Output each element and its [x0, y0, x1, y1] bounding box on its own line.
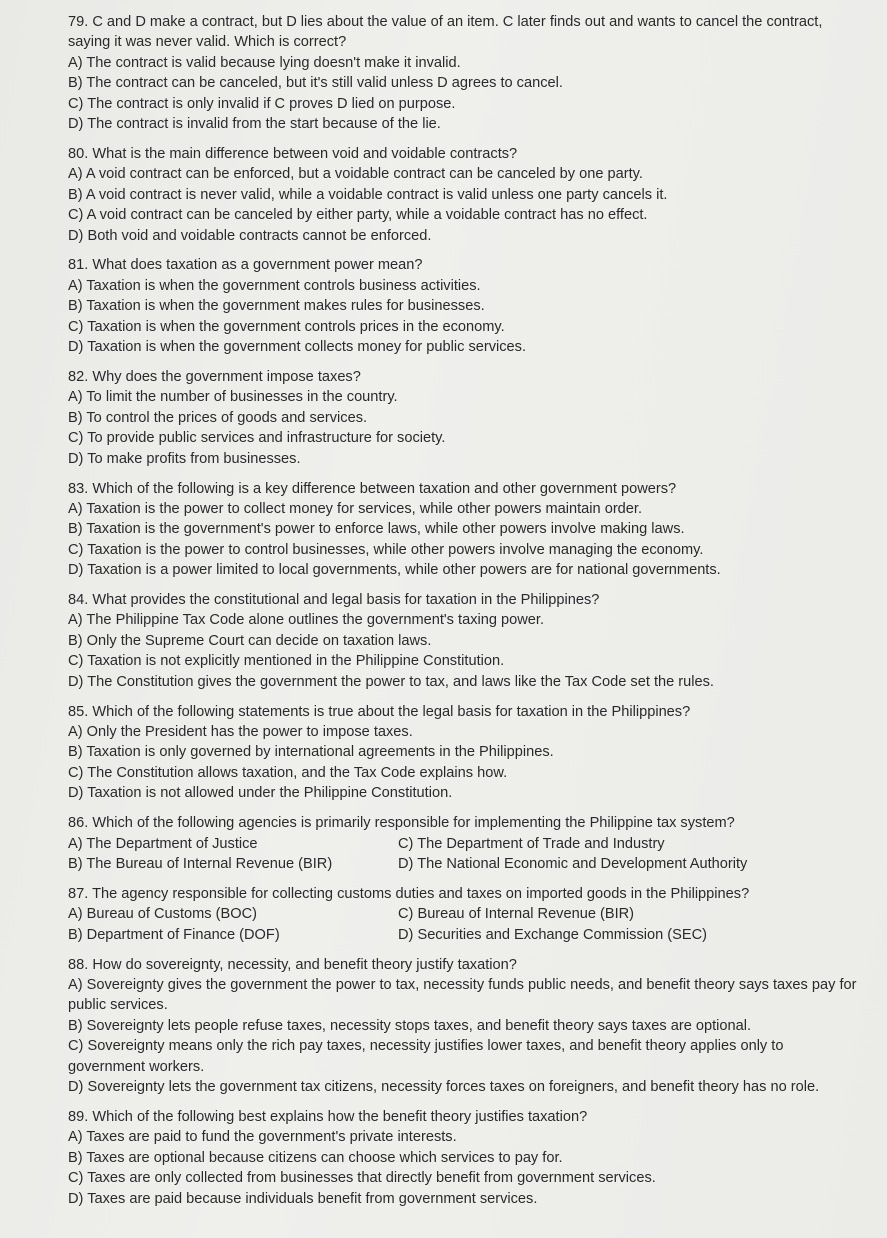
option-c: C) Taxes are only collected from businesses that directly benefit from government services. — [68, 1170, 656, 1187]
option-c: C) The Constitution allows taxation, and the Tax Code explains how. — [68, 764, 508, 781]
option-b: B) Taxation is only governed by international agreements in the Philippines. — [68, 744, 554, 761]
question-text: 79. C and D make a contract, but D lies about the value of an item. C later finds out and wants to cancel the contract, saying it was never valid. Which is correct? — [68, 14, 823, 51]
option-a: A) Only the President has the power to impose taxes. — [68, 724, 413, 740]
question-text: 88. How do sovereignty, necessity, and benefit theory justify taxation? — [68, 956, 517, 973]
option-c: C) Taxation is the power to control businesses, while other powers involve managing the economy. — [68, 541, 704, 558]
question-text: 87. The agency responsible for collecting customs duties and taxes on imported goods in the Philippines? — [68, 885, 750, 902]
option-a: A) To limit the number of businesses in the country. — [68, 389, 398, 406]
option-a: A) The Philippine Tax Code alone outlines the government's taxing power. — [68, 612, 545, 629]
option-b: B) A void contract is never valid, while a voidable contract is valid unless one party cancels it. — [68, 186, 668, 203]
question-text: 83. Which of the following is a key difference between taxation and other government powers? — [68, 480, 677, 497]
option-d: D) Securities and Exchange Commission (SEC) — [398, 926, 708, 943]
question-79 — [68, 12, 863, 134]
question-82 — [68, 367, 863, 469]
option-b: B) Taxation is when the government makes rules for businesses. — [68, 298, 485, 315]
option-a: A) Taxes are paid to fund the government's private interests. — [68, 1129, 457, 1146]
option-d: D) Taxation is not allowed under the Philippine Constitution. — [68, 785, 453, 802]
option-a: A) The Department of Justice — [68, 835, 258, 852]
option-d: D) The contract is invalid from the start because of the lie. — [68, 116, 441, 133]
option-d: D) Sovereignty lets the government tax citizens, necessity forces taxes on foreigners, and benefit theory has no role. — [68, 1079, 820, 1095]
question-text: 82. Why does the government impose taxes? — [68, 369, 361, 385]
question-87 — [68, 884, 863, 945]
question-80 — [68, 144, 863, 246]
option-a: A) A void contract can be enforced, but a voidable contract can be canceled by one party. — [68, 166, 643, 183]
option-c: C) Sovereignty means only the rich pay taxes, necessity justifies lower taxes, and benefit theory applies only to government workers. — [68, 1038, 784, 1075]
question-text: 86. Which of the following agencies is primarily responsible for implementing the Philippine tax system? — [68, 815, 735, 832]
question-84 — [68, 590, 863, 692]
question-text: 81. What does taxation as a government power mean? — [68, 257, 423, 274]
option-d: D) The National Economic and Development Authority — [398, 855, 748, 872]
option-a: A) Taxation is when the government controls business activities. — [68, 277, 481, 294]
option-d: D) Both void and voidable contracts cannot be enforced. — [68, 227, 432, 244]
question-text: 85. Which of the following statements is true about the legal basis for taxation in the Philippines? — [68, 703, 691, 720]
question-text: 80. What is the main difference between void and voidable contracts? — [68, 145, 518, 162]
option-c: C) To provide public services and infrastructure for society. — [68, 430, 446, 447]
option-c: C) Bureau of Internal Revenue (BIR) — [398, 906, 635, 923]
question-81 — [68, 255, 863, 357]
option-b: B) The contract can be canceled, but it's still valid unless D agrees to cancel. — [68, 75, 563, 92]
question-text: 84. What provides the constitutional and legal basis for taxation in the Philippines? — [68, 592, 600, 609]
option-d: D) Taxes are paid because individuals benefit from government services. — [68, 1190, 538, 1207]
question-83 — [68, 479, 863, 581]
option-a: A) Sovereignty gives the government the power to tax, necessity funds public needs, and benefit theory says taxes pay for public services. — [68, 976, 857, 1014]
option-c: C) A void contract can be canceled by either party, while a voidable contract has no effect. — [68, 207, 648, 224]
option-a: A) The contract is valid because lying doesn't make it invalid. — [68, 54, 461, 71]
question-89 — [68, 1107, 863, 1209]
option-d: D) To make profits from businesses. — [68, 450, 301, 467]
question-88 — [68, 955, 863, 1098]
question-85 — [68, 702, 863, 804]
option-b: B) Sovereignty lets people refuse taxes, necessity stops taxes, and benefit theory says taxes are optional. — [68, 1017, 752, 1034]
option-d: D) Taxation is a power limited to local governments, while other powers are for national governments. — [68, 562, 721, 579]
option-a: A) Bureau of Customs (BOC) — [68, 906, 257, 923]
option-b: B) The Bureau of Internal Revenue (BIR) — [68, 855, 333, 872]
option-a: A) Taxation is the power to collect money for services, while other powers maintain order. — [68, 500, 643, 517]
option-b: B) Only the Supreme Court can decide on taxation laws. — [68, 632, 432, 649]
option-d: D) Taxation is when the government collects money for public services. — [68, 339, 527, 356]
option-b: B) Taxes are optional because citizens can choose which services to pay for. — [68, 1149, 563, 1166]
option-c: C) The contract is only invalid if C proves D lied on purpose. — [68, 95, 456, 112]
question-86 — [68, 813, 863, 874]
question-text: 89. Which of the following best explains how the benefit theory justifies taxation? — [68, 1108, 588, 1125]
option-b: B) Taxation is the government's power to enforce laws, while other powers involve making laws. — [68, 521, 685, 538]
options-grid — [68, 904, 863, 945]
option-c: C) Taxation is when the government controls prices in the economy. — [68, 318, 505, 335]
option-b: B) To control the prices of goods and services. — [68, 409, 368, 426]
option-d: D) The Constitution gives the government the power to tax, and laws like the Tax Code set the rules. — [68, 673, 714, 690]
option-c: C) The Department of Trade and Industry — [398, 835, 665, 852]
options-grid — [68, 834, 863, 875]
option-c: C) Taxation is not explicitly mentioned in the Philippine Constitution. — [68, 653, 505, 670]
option-b: B) Department of Finance (DOF) — [68, 926, 280, 943]
